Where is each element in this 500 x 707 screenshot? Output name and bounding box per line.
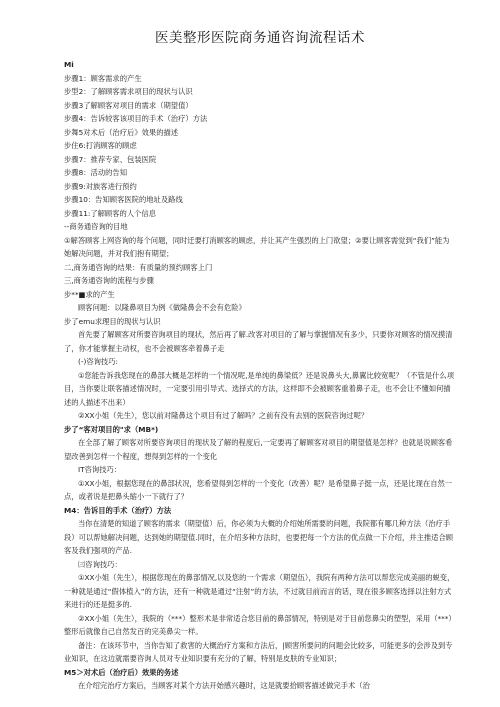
text-line: 步骤3了解顾客对项目的需求（期望值）: [64, 100, 193, 110]
text-line: 步了emu求理目的现状与认识: [64, 316, 161, 326]
text-line: 步骤8：活动的告知: [64, 168, 128, 177]
document-body: [64, 58, 456, 693]
text-line: 在介绍完治疗方案后，当顾客对某个方法开始感兴趣时，这是就要拾顾客描述做完手术（治: [78, 681, 370, 690]
text-line: 步骤9:对族客进行预约: [64, 181, 137, 191]
text-line: 步骤10：告知顾客医院的地址及路线: [64, 195, 183, 204]
text-line: 备注：在该环节中，当你告知了救害的大概治疗方案和方法后，|顾害所要问的问题会比较多，可能更多的会涉及到专业知识，在这边就需要咨询人员对专业知识要有充分的了解，特别是皮肤的专业知识；: [64, 640, 453, 663]
text-line: 三,商务通咨询的流程与步骤: [64, 276, 154, 285]
text-line: 步舞5对术后（治疗后》效果的描述: [64, 127, 179, 137]
text-line: ①您能告诉我您现在的鼻部大概是怎样的一个情况呢,是单纯的鼻梁低？还是说鼻头大,鼻翼比较宽呢？（不管是什么项目，当你要让联客描述情况时，一定要引用引导式、选择式的方法，这样即不会被顾客重着鼻子走，也不会让不懂如何描述的人描述不出来）: [64, 370, 455, 407]
text-line: 步骤4：告诉较客该项目的手术（治疗）方法: [64, 114, 208, 123]
text-line: 当你在清楚的知道了顾客的需求（期望值）后，你必须为大概的介绍她所需要的问题，我院都有哪几种方法（治疗手段）可以帮她解决问题，达到她的期望值.同时，在介绍多种方法时，也要把每一个方法的优点做一下介绍，并主推适合顾客及我们强项的产品.: [64, 519, 454, 555]
text-line: (-)咨询技巧:: [78, 357, 118, 366]
document-title: 医美整形医院商务通咨询流程话术: [155, 30, 365, 46]
text-line: 步了“客对项目的"求（MB*): [64, 424, 159, 434]
text-line: ②XX小姐（先生），我院的（***）整形术是非常适合您目前的鼻部情况，特别是对于目前您鼻尖的塑型，采用（***）整形后就像自己自然发百的完美鼻尖一样。: [64, 613, 456, 636]
text-line: 二,商务通咨询的结果：有质量的预约顾客上门: [64, 262, 213, 272]
text-line: IT咨询技巧：: [78, 465, 122, 474]
text-line: 步骤11:了解顾客的人个信息: [64, 208, 157, 218]
text-line: Mi: [64, 60, 74, 69]
text-line: 步住6:打消顾客的顾虑: [64, 141, 137, 150]
text-line: 步骤7：推荐专家、包装医院: [64, 154, 157, 164]
text-line: --商务通咨询的目地: [64, 222, 128, 231]
text-line: ①XX小姐，根据您现在的鼻部状况，您希望得到怎样的一个变化（改善）呢？是希望鼻子挺一点，还是比现在自然一点，或者说是把鼻头缩小一下就行了？: [64, 478, 453, 501]
text-line: ②XX小姐（先生），您以前对隆鼻这个项目有过了解吗？之前有没有去别的医院咨询过呢？: [78, 411, 369, 420]
text-line: 在全部了解了顾客对所要咨询项目的现状及了解的程度后,一定要再了解顾客对项目的期望值是怎样？也就是说顾客希望改善到怎样一个程度，想得到怎样的一个变化: [64, 438, 453, 461]
text-line: M4：告诉目的手术（治疗）方法: [64, 505, 172, 515]
text-line: M5＞对术后（治疗后）效果的务述: [64, 667, 179, 677]
text-line: 步骤1：顾客需求的产生: [64, 73, 142, 83]
text-line: ①XX小姐（先生），根据您现在的鼻部情况,以及您的一个需求（期望伍），我院有两种方法可以帮您完成美丽的蜕变，一种就是通过“假体植入”的方法，还有一种就是通过“注射”的方法，不过就目前而言的话，现在很多顾客选择以注射方式来进行的还是挺多的.: [64, 573, 455, 609]
text-line: 步**■求的产生: [64, 289, 115, 299]
text-line: 首先要了解顾客对所要咨询项目的现状，然后再了解.改客对项目的了解与掌握情况有多少，只要你对顾客的情况摸清了，你才能掌握主动权，也不会被顾客牵着鼻子走: [64, 330, 453, 353]
text-line: ㈢咨询技巧：: [78, 559, 122, 569]
text-line: 步型2：了解顾客需求项目的现状与认识: [64, 87, 193, 96]
text-line: ①解答顾客上网咨询的每个问题，同时迁要打消顾客的顾虑，并让其产生强烈的上门欲望；②要让顾客需觉到“我们”能为她解决问题，并对我们抱有期望；: [64, 235, 450, 258]
text-line: 顾客问题：以隆鼻项目为例《做隆鼻会不会有危险》: [78, 303, 246, 312]
